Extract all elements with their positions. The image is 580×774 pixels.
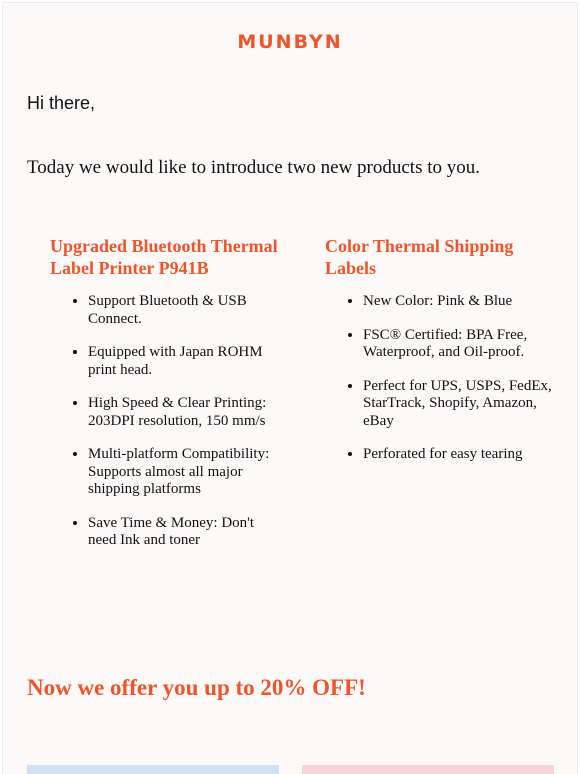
offer-headline: Now we offer you up to 20% OFF! <box>27 675 366 700</box>
greeting-text: Hi there, <box>27 93 96 113</box>
feature-item: • Multi-platform Compatibility: Supports almost all major shipping platforms <box>88 446 282 499</box>
feature-list <box>325 293 559 464</box>
feature-item: • Perforated for easy tearing <box>363 446 559 464</box>
email-body <box>2 2 578 774</box>
product-column-printer <box>50 235 282 566</box>
feature-item: • Support Bluetooth & USB Connect. <box>88 293 282 328</box>
product-title: Color Thermal Shipping Labels <box>325 236 514 278</box>
product-title: Upgraded Bluetooth Thermal Label Printer P941B <box>50 236 278 278</box>
feature-item: • FSC® Certified: BPA Free, Waterproof, and Oil-proof. <box>363 327 559 362</box>
product-banner-blue[interactable] <box>27 765 279 774</box>
feature-item: • Save Time & Money: Don't need Ink and toner <box>88 515 282 550</box>
feature-item: • New Color: Pink & Blue <box>363 293 559 311</box>
feature-list <box>50 293 282 550</box>
feature-item: • Perfect for UPS, USPS, FedEx, StarTrack, Shopify, Amazon, eBay <box>363 378 559 431</box>
product-column-labels <box>325 235 559 480</box>
brand-logo[interactable]: MUNBYN <box>237 31 343 53</box>
product-banner-pink[interactable] <box>302 765 554 774</box>
feature-item: • High Speed & Clear Printing: 203DPI resolution, 150 mm/s <box>88 395 282 430</box>
intro-text: Today we would like to introduce two new products to you. <box>27 157 481 178</box>
feature-item: • Equipped with Japan ROHM print head. <box>88 344 282 379</box>
